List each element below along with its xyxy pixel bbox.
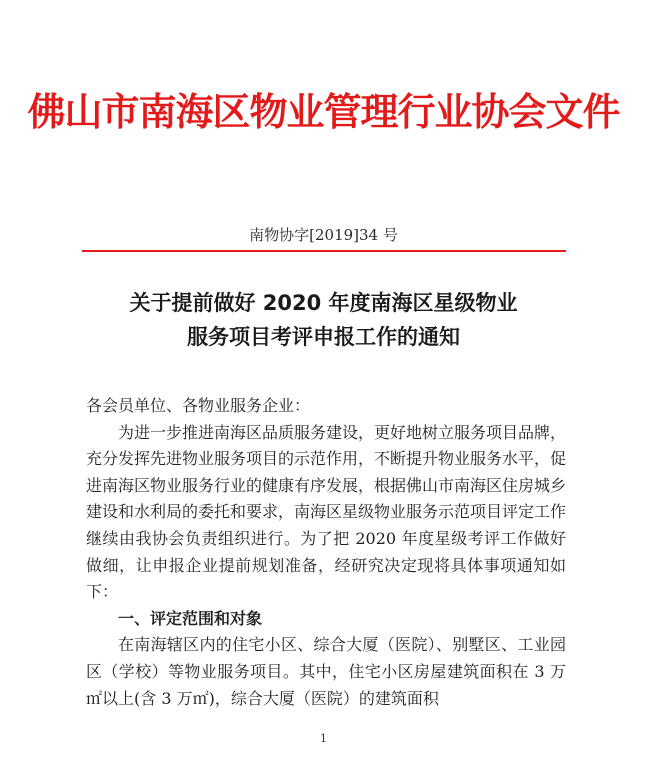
notice-title-line-2: 服务项目考评申报工作的通知 [187,325,460,349]
document-body [86,393,566,712]
document-number: 南物协字[2019]34 号 [249,226,398,244]
section-heading-scope: 一、评定范围和对象 [118,608,263,628]
page-number: 1 [320,732,327,745]
notice-title [0,286,647,354]
salutation: 各会员单位、各物业服务企业： [86,396,311,415]
notice-title-line-1: 关于提前做好 2020 年度南海区星级物业 [129,291,518,315]
org-header-title: 佛山市南海区物业管理行业协会文件 [27,90,620,134]
paragraph-scope: 在南海辖区内的住宅小区、综合大厦（医院）、别墅区、工业园区（学校）等物业服务项目。其中，住宅小区房屋建筑面积在 3 万㎡以上(含 3 万㎡)，综合大厦（医院）的建筑面积 [86,635,566,708]
red-divider-line [82,250,566,252]
paragraph-intro: 为进一步推进南海区品质服务建设，更好地树立服务项目品牌，充分发挥先进物业服务项目的示范作用，不断提升物业服务水平，促进南海区物业服务行业的健康有序发展，根据佛山市南海区住房城乡建设和水利局的委托和要求，南海区星级物业服务示范项目评定工作继续由我协会负责组织进行。为了把 2020 年度星级考评工作做好做细，让申报企业提前规划准备，经研究决定现将具体事项通知如下： [86,422,567,602]
